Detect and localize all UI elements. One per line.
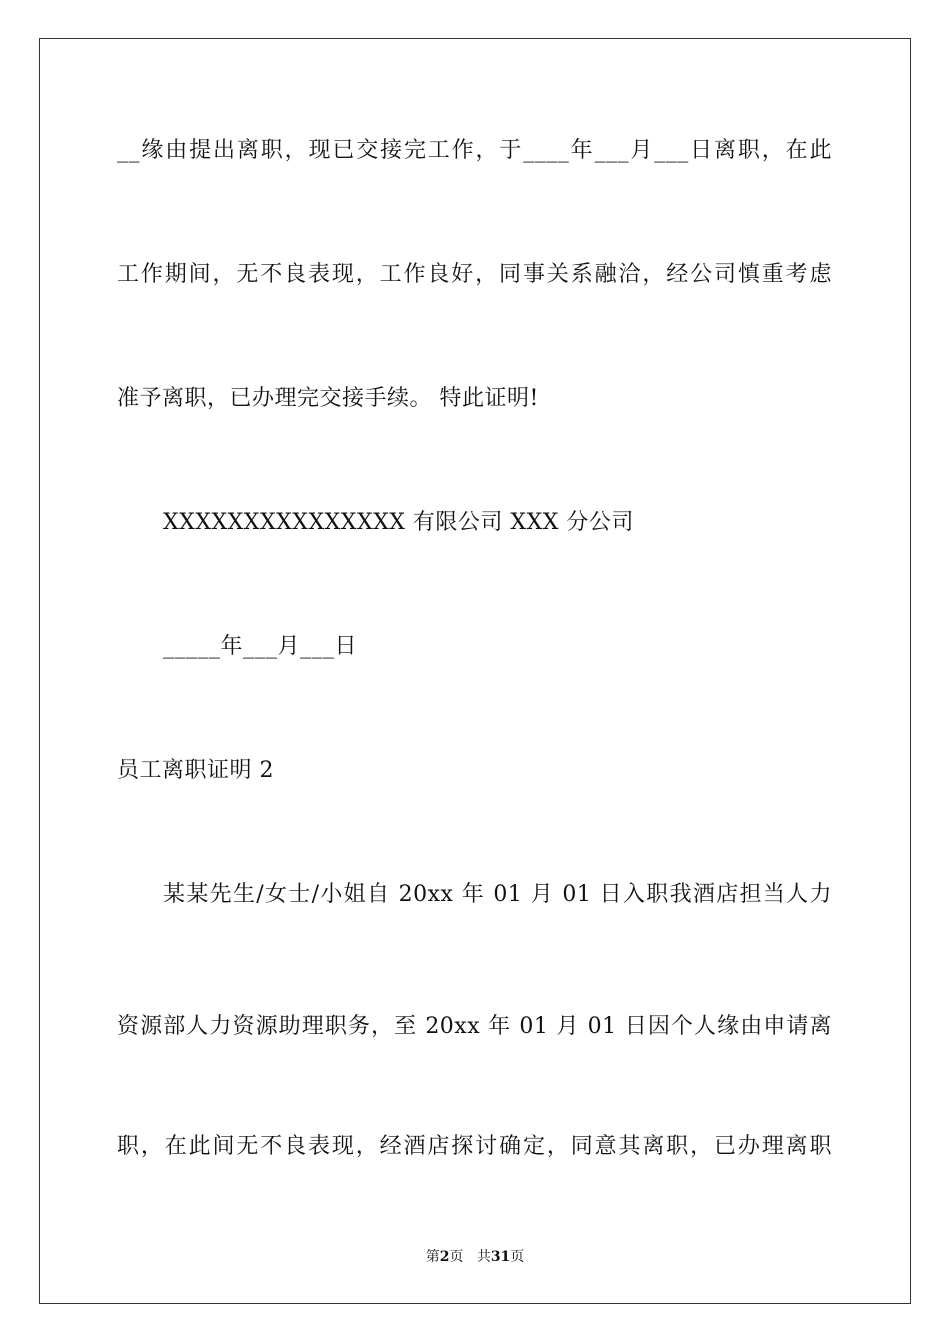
page-number: 2 (439, 1249, 450, 1265)
total-suffix: 页 (510, 1249, 525, 1265)
page-border (39, 38, 911, 1304)
body-line-9: 职，在此间无不良表现，经酒店探讨确定，同意其离职，已办理离职 (117, 1134, 832, 1159)
body-line-7: 某某先生/女士/小姐自 20xx 年 01 月 01 日入职我酒店担当人力 (163, 882, 832, 907)
body-line-8: 资源部人力资源助理职务，至 20xx 年 01 月 01 日因个人缘由申请离 (117, 1014, 832, 1039)
company-signature: XXXXXXXXXXXXXXX 有限公司 XXX 分公司 (163, 510, 634, 535)
signature-date: _____年___月___日 (163, 634, 358, 659)
page-footer (0, 1248, 950, 1266)
section-title: 员工离职证明 2 (117, 758, 274, 783)
body-line-3: 准予离职，已办理完交接手续。 特此证明! (117, 386, 539, 411)
body-line-1: __缘由提出离职，现已交接完工作，于____年___月___日离职，在此 (117, 138, 832, 163)
body-line-2: 工作期间，无不良表现，工作良好，同事关系融洽，经公司慎重考虑 (117, 262, 832, 287)
page-suffix: 页 (449, 1249, 464, 1265)
page-prefix: 第 (425, 1249, 440, 1265)
total-pages: 31 (490, 1249, 511, 1265)
total-prefix: 共 (476, 1249, 491, 1265)
